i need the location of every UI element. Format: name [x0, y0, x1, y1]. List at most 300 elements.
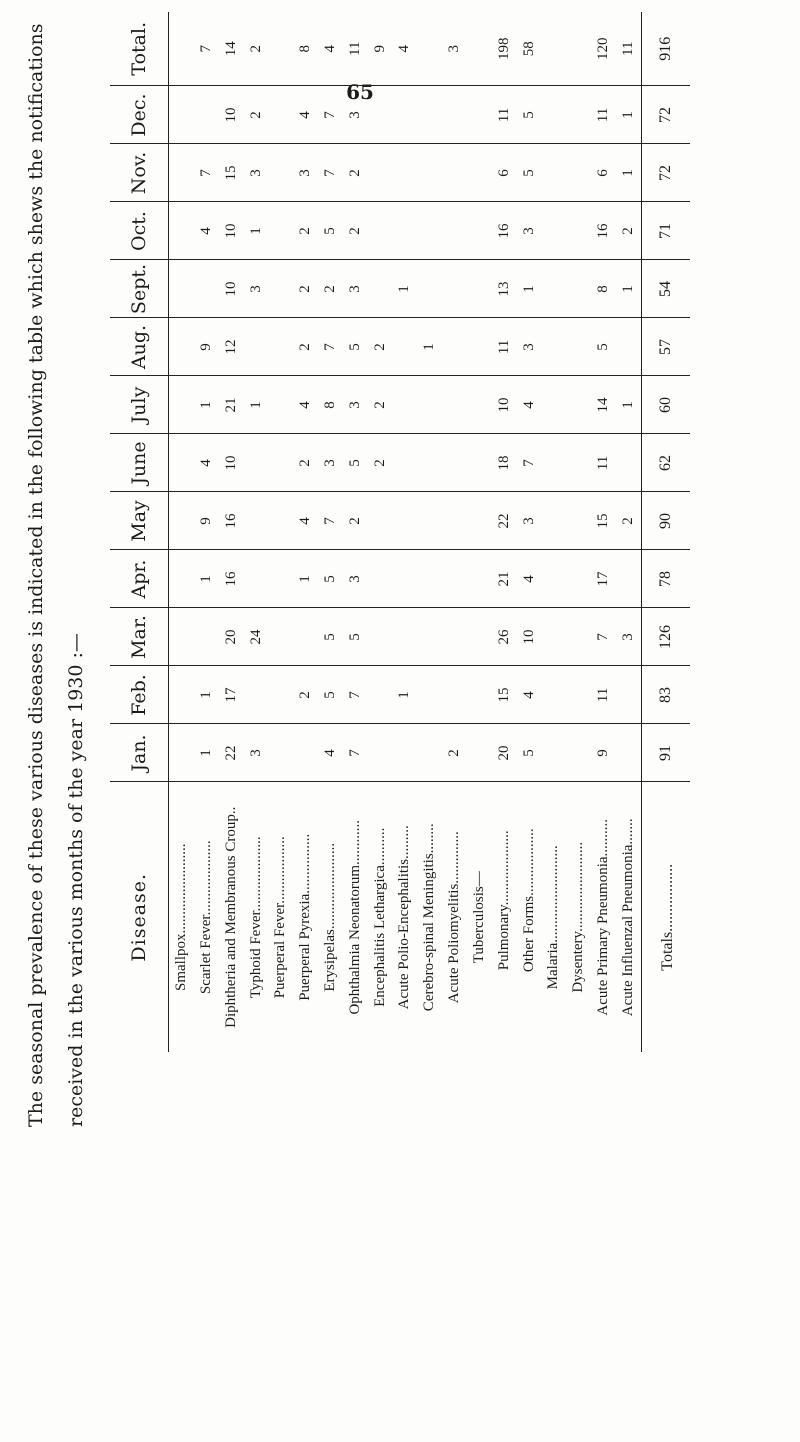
total-value-cell: 72 [642, 144, 691, 202]
table-row [417, 12, 442, 1052]
value-cell [368, 202, 393, 260]
value-cell: 13 [492, 260, 517, 318]
value-cell [541, 260, 566, 318]
value-cell: 9 [194, 318, 219, 376]
value-cell: 11 [492, 318, 517, 376]
value-cell [169, 318, 195, 376]
value-cell [268, 724, 293, 782]
value-cell [541, 608, 566, 666]
value-cell [393, 492, 418, 550]
value-cell [194, 608, 219, 666]
totals-row [642, 12, 691, 1052]
value-cell [244, 318, 269, 376]
value-cell [268, 608, 293, 666]
value-cell: 2 [368, 434, 393, 492]
disease-name-cell: Malaria.......................... [541, 782, 566, 1052]
value-cell: 2 [293, 666, 318, 724]
value-cell [244, 666, 269, 724]
disease-name-cell: Other Forms.................. [517, 782, 542, 1052]
value-cell: 5 [318, 608, 343, 666]
table-row [616, 12, 642, 1052]
value-cell [268, 144, 293, 202]
value-cell: 2 [247, 45, 264, 53]
value-cell [194, 86, 219, 144]
disease-name-cell: Acute Polio-Encephalitis......... [393, 782, 418, 1052]
value-cell: 2 [343, 144, 368, 202]
column-header-nov: Nov. [110, 144, 169, 202]
table-row [293, 12, 318, 1052]
value-cell: 5 [591, 318, 616, 376]
table-row [566, 12, 591, 1052]
value-cell [417, 492, 442, 550]
value-cell: 17 [591, 550, 616, 608]
value-cell: 1 [393, 666, 418, 724]
value-cell: 7 [318, 144, 343, 202]
value-cell: 2 [293, 260, 318, 318]
value-cell [169, 666, 195, 724]
value-cell: 11 [619, 41, 636, 56]
table-row [194, 12, 219, 1052]
value-cell [541, 12, 566, 86]
value-cell [393, 376, 418, 434]
value-cell: 1 [194, 724, 219, 782]
value-cell: 2 [293, 434, 318, 492]
value-cell [268, 550, 293, 608]
value-cell: 2 [343, 492, 368, 550]
value-cell [566, 608, 591, 666]
value-cell [417, 666, 442, 724]
table-row [467, 12, 492, 1052]
value-cell [169, 434, 195, 492]
column-header-dec: Dec. [110, 86, 169, 144]
disease-name-cell: Smallpox........................ [169, 782, 195, 1052]
value-cell: 10 [219, 86, 244, 144]
total-value-cell: 62 [642, 434, 691, 492]
value-cell [393, 608, 418, 666]
value-cell [566, 260, 591, 318]
table-row [517, 12, 542, 1052]
disease-name-cell: Scarlet Fever.................... [194, 782, 219, 1052]
value-cell: 2 [244, 86, 269, 144]
total-value-cell: 71 [642, 202, 691, 260]
value-cell: 1 [244, 202, 269, 260]
value-cell [442, 202, 467, 260]
value-cell: 2 [343, 202, 368, 260]
value-cell: 11 [591, 86, 616, 144]
value-cell [616, 724, 642, 782]
value-cell: 3 [318, 434, 343, 492]
value-cell: 5 [318, 202, 343, 260]
value-cell [293, 724, 318, 782]
value-cell: 26 [492, 608, 517, 666]
value-cell: 11 [591, 434, 616, 492]
value-cell: 7 [591, 608, 616, 666]
value-cell: 16 [219, 550, 244, 608]
value-cell [541, 376, 566, 434]
value-cell [442, 550, 467, 608]
value-cell [169, 376, 195, 434]
page-number: 65 [346, 80, 374, 104]
value-cell [616, 318, 642, 376]
table-row [219, 12, 244, 1052]
value-cell: 5 [343, 318, 368, 376]
value-cell [393, 724, 418, 782]
value-cell [368, 550, 393, 608]
value-cell: 9 [194, 492, 219, 550]
value-cell: 16 [591, 202, 616, 260]
table-row [442, 12, 467, 1052]
value-cell: 10 [517, 608, 542, 666]
value-cell [268, 202, 293, 260]
value-cell [442, 318, 467, 376]
value-cell [169, 550, 195, 608]
value-cell [417, 12, 442, 86]
column-header-jan: Jan. [110, 724, 169, 782]
value-cell [368, 144, 393, 202]
value-cell: 3 [517, 492, 542, 550]
value-cell [541, 492, 566, 550]
table-row [268, 12, 293, 1052]
value-cell [368, 260, 393, 318]
value-cell: 5 [343, 434, 368, 492]
disease-name-cell: Typhoid Fever.................... [244, 782, 269, 1052]
value-cell [417, 86, 442, 144]
value-cell: 1 [616, 144, 642, 202]
value-cell: 7 [343, 666, 368, 724]
table-row [343, 12, 368, 1052]
value-cell: 4 [517, 666, 542, 724]
value-cell: 5 [318, 550, 343, 608]
value-cell: 2 [442, 724, 467, 782]
value-cell: 4 [318, 724, 343, 782]
disease-name-cell: Diphtheria and Membranous Croup.. [219, 782, 244, 1052]
total-value-cell: 54 [642, 260, 691, 318]
value-cell [393, 86, 418, 144]
notifications-table-wrapper [110, 12, 690, 1052]
value-cell: 5 [517, 144, 542, 202]
table-row [318, 12, 343, 1052]
value-cell [541, 550, 566, 608]
value-cell [442, 86, 467, 144]
value-cell: 4 [293, 492, 318, 550]
value-cell [566, 492, 591, 550]
table-row [169, 12, 195, 1052]
value-cell: 198 [495, 37, 512, 60]
value-cell: 3 [244, 260, 269, 318]
value-cell [467, 86, 492, 144]
table-row [244, 12, 269, 1052]
value-cell: 14 [222, 41, 239, 57]
table-header-row [110, 12, 169, 1052]
column-header-june: June [110, 434, 169, 492]
column-header-mar: Mar. [110, 608, 169, 666]
value-cell [417, 434, 442, 492]
value-cell: 16 [492, 202, 517, 260]
value-cell: 5 [517, 86, 542, 144]
value-cell: 24 [244, 608, 269, 666]
value-cell: 1 [616, 376, 642, 434]
value-cell [541, 724, 566, 782]
disease-name-cell: Erysipelas....................... [318, 782, 343, 1052]
value-cell [293, 608, 318, 666]
value-cell: 7 [318, 318, 343, 376]
value-cell [194, 260, 219, 318]
value-cell: 2 [616, 492, 642, 550]
table-body [169, 12, 691, 1052]
column-header-july: July [110, 376, 169, 434]
value-cell [244, 550, 269, 608]
value-cell [541, 434, 566, 492]
value-cell [541, 86, 566, 144]
value-cell: 3 [244, 724, 269, 782]
total-value-cell: 916 [642, 12, 691, 86]
value-cell: 10 [219, 434, 244, 492]
value-cell: 5 [517, 724, 542, 782]
value-cell: 4 [396, 45, 413, 53]
value-cell: 14 [591, 376, 616, 434]
value-cell [541, 202, 566, 260]
value-cell: 7 [343, 724, 368, 782]
disease-name-cell: Dysentery........................ [566, 782, 591, 1052]
value-cell: 4 [194, 202, 219, 260]
value-cell: 7 [318, 86, 343, 144]
value-cell [442, 260, 467, 318]
value-cell: 4 [517, 550, 542, 608]
value-cell [467, 202, 492, 260]
total-value-cell: 83 [642, 666, 691, 724]
value-cell [169, 12, 195, 86]
value-cell: 2 [318, 260, 343, 318]
table-row [492, 12, 517, 1052]
value-cell [566, 376, 591, 434]
value-cell [442, 144, 467, 202]
total-value-cell: 90 [642, 492, 691, 550]
value-cell: 8 [318, 376, 343, 434]
value-cell [169, 724, 195, 782]
value-cell: 3 [343, 550, 368, 608]
value-cell: 3 [293, 144, 318, 202]
value-cell [566, 318, 591, 376]
value-cell: 1 [244, 376, 269, 434]
value-cell: 9 [371, 45, 388, 53]
total-value-cell: 60 [642, 376, 691, 434]
value-cell [566, 434, 591, 492]
value-cell [566, 666, 591, 724]
value-cell: 11 [492, 86, 517, 144]
value-cell [467, 144, 492, 202]
value-cell [442, 376, 467, 434]
value-cell: 4 [293, 86, 318, 144]
value-cell [169, 260, 195, 318]
value-cell: 10 [219, 260, 244, 318]
value-cell [169, 86, 195, 144]
value-cell: 5 [343, 608, 368, 666]
value-cell: 3 [343, 260, 368, 318]
value-cell [393, 550, 418, 608]
disease-name-cell: Encephalitis Lethargica.......... [368, 782, 393, 1052]
disease-name-cell: Ophthalmia Neonatorum............ [343, 782, 368, 1052]
value-cell [268, 666, 293, 724]
value-cell: 1 [616, 260, 642, 318]
value-cell: 15 [219, 144, 244, 202]
value-cell: 2 [293, 202, 318, 260]
value-cell [467, 434, 492, 492]
value-cell [393, 202, 418, 260]
value-cell: 21 [492, 550, 517, 608]
value-cell [616, 666, 642, 724]
value-cell: 3 [517, 318, 542, 376]
value-cell: 1 [417, 318, 442, 376]
value-cell: 1 [293, 550, 318, 608]
value-cell [467, 12, 492, 86]
value-cell [268, 434, 293, 492]
value-cell [616, 550, 642, 608]
value-cell [169, 608, 195, 666]
value-cell [566, 86, 591, 144]
table-row [393, 12, 418, 1052]
value-cell: 20 [219, 608, 244, 666]
value-cell [244, 492, 269, 550]
table-row [591, 12, 616, 1052]
value-cell [541, 144, 566, 202]
value-cell: 3 [446, 45, 463, 53]
value-cell: 3 [517, 202, 542, 260]
value-cell [169, 144, 195, 202]
value-cell [268, 260, 293, 318]
value-cell [467, 376, 492, 434]
value-cell: 2 [293, 318, 318, 376]
totals-label: Totals................. [642, 782, 691, 1052]
value-cell: 6 [492, 144, 517, 202]
value-cell [467, 492, 492, 550]
value-cell: 7 [517, 434, 542, 492]
value-cell [467, 550, 492, 608]
value-cell: 5 [318, 666, 343, 724]
value-cell: 17 [219, 666, 244, 724]
value-cell [417, 260, 442, 318]
value-cell [566, 144, 591, 202]
value-cell [268, 492, 293, 550]
column-header-total: Total. [110, 12, 169, 86]
value-cell: 11 [591, 666, 616, 724]
value-cell [417, 724, 442, 782]
value-cell: 7 [194, 144, 219, 202]
value-cell: 10 [492, 376, 517, 434]
value-cell [566, 724, 591, 782]
value-cell: 1 [194, 666, 219, 724]
caption-line-1: The seasonal prevalence of these various diseases is indicated in the following table which shews the notifications [25, 23, 47, 1127]
value-cell [268, 376, 293, 434]
value-cell: 1 [194, 376, 219, 434]
disease-name-cell: Tuberculosis— [467, 782, 492, 1052]
value-cell [417, 550, 442, 608]
value-cell [467, 318, 492, 376]
column-header-may: May [110, 492, 169, 550]
value-cell: 18 [492, 434, 517, 492]
value-cell: 3 [343, 376, 368, 434]
value-cell: 1 [517, 260, 542, 318]
value-cell: 2 [368, 376, 393, 434]
disease-name-cell: Acute Poliomyelitis.............. [442, 782, 467, 1052]
disease-name-cell: Pulmonary.................... [492, 782, 517, 1052]
value-cell [268, 86, 293, 144]
value-cell [566, 202, 591, 260]
value-cell: 22 [219, 724, 244, 782]
column-header-sept: Sept. [110, 260, 169, 318]
value-cell: 4 [293, 376, 318, 434]
value-cell [442, 608, 467, 666]
value-cell: 9 [591, 724, 616, 782]
disease-name-cell: Puerperal Pyrexia................ [293, 782, 318, 1052]
value-cell: 2 [368, 318, 393, 376]
table-row [368, 12, 393, 1052]
value-cell [393, 144, 418, 202]
value-cell [616, 434, 642, 492]
value-cell: 21 [219, 376, 244, 434]
disease-name-cell: Acute Primary Pneumonia.......... [591, 782, 616, 1052]
column-header-oct: Oct. [110, 202, 169, 260]
value-cell: 11 [346, 41, 363, 56]
column-header-aug: Aug. [110, 318, 169, 376]
value-cell: 2 [616, 202, 642, 260]
total-value-cell: 91 [642, 724, 691, 782]
table-row [541, 12, 566, 1052]
value-cell [467, 666, 492, 724]
value-cell: 3 [616, 608, 642, 666]
value-cell [442, 434, 467, 492]
value-cell: 12 [219, 318, 244, 376]
value-cell [442, 492, 467, 550]
value-cell: 15 [591, 492, 616, 550]
disease-name-cell: Acute Influenzal Pneumonia....... [616, 782, 642, 1052]
value-cell [541, 666, 566, 724]
value-cell: 4 [322, 45, 339, 53]
value-cell [368, 724, 393, 782]
column-header-disease: Disease. [110, 782, 169, 1052]
value-cell [368, 86, 393, 144]
value-cell: 22 [492, 492, 517, 550]
value-cell [467, 724, 492, 782]
value-cell: 20 [492, 724, 517, 782]
value-cell [169, 492, 195, 550]
value-cell [368, 492, 393, 550]
total-value-cell: 126 [642, 608, 691, 666]
caption-line-2: received in the various months of the year 1930 :— [65, 633, 87, 1127]
value-cell [417, 144, 442, 202]
value-cell: 3 [343, 86, 368, 144]
value-cell [467, 260, 492, 318]
value-cell: 58 [520, 41, 537, 57]
value-cell [467, 608, 492, 666]
value-cell [393, 434, 418, 492]
value-cell: 6 [591, 144, 616, 202]
value-cell [244, 434, 269, 492]
value-cell: 1 [616, 86, 642, 144]
value-cell: 7 [318, 492, 343, 550]
value-cell [417, 202, 442, 260]
disease-name-cell: Cerebro-spinal Meningitis........ [417, 782, 442, 1052]
value-cell [368, 608, 393, 666]
column-header-apr: Apr. [110, 550, 169, 608]
value-cell [417, 608, 442, 666]
value-cell: 10 [219, 202, 244, 260]
value-cell [442, 666, 467, 724]
value-cell: 4 [517, 376, 542, 434]
total-value-cell: 72 [642, 86, 691, 144]
value-cell [268, 12, 293, 86]
value-cell [368, 666, 393, 724]
column-header-feb: Feb. [110, 666, 169, 724]
